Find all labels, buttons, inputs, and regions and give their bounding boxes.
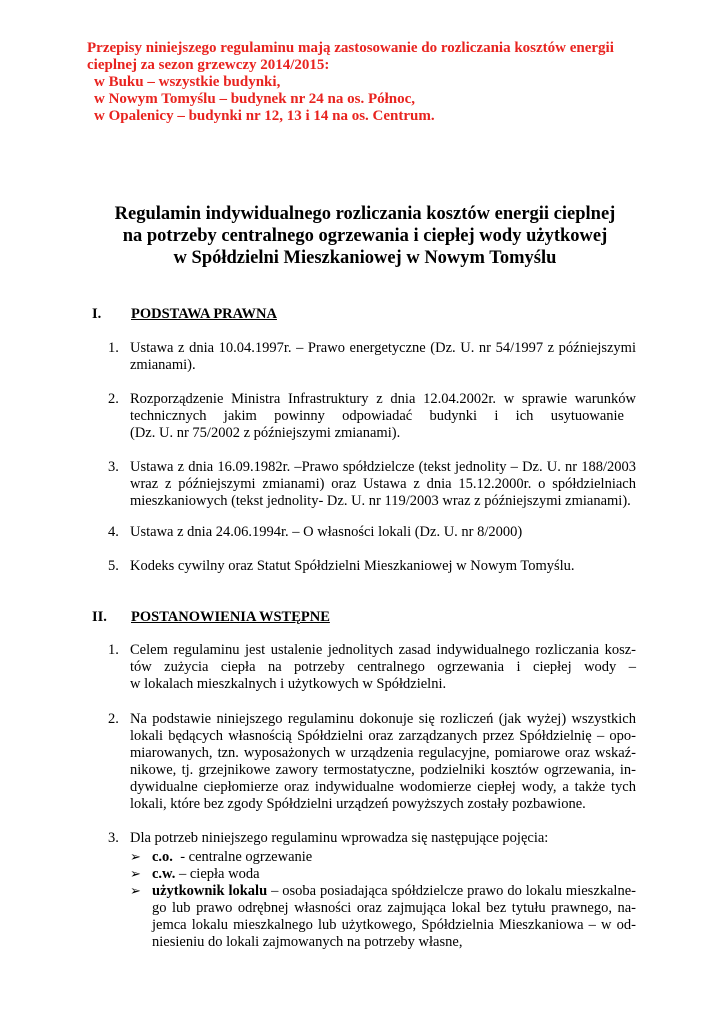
item-line: lokali będących własnością Spółdzielni oraz zarządzanych przez Spółdzielnię – opo- [130,728,636,744]
definition-line: jemca lokalu mieszkalnego lub użytkowego, Spółdzielnia Mieszkaniowa – w od- [152,917,636,933]
item-number: 4. [108,524,119,540]
notice-line: w Opalenicy – budynki nr 12, 13 i 14 na os. Centrum. [94,108,435,124]
item-line: nikowe, tj. grzejnikowe zawory termostatyczne, podzielniki kosztów ogrzewania, in- [130,762,636,778]
item-line: Celem regulaminu jest ustalenie jednolitych zasad indywidualnego rozliczania kosz- [130,642,636,658]
definition-item [130,883,636,951]
arrowhead-bullet-icon: ➢ [130,850,141,865]
definition-item [130,849,636,866]
title-line: Regulamin indywidualnego rozliczania kosztów energii cieplnej [114,204,616,224]
definition-line: niesieniu do lokali zajmowanych na potrzeby własne, [152,934,463,950]
title-line: w Spółdzielni Mieszkaniowej w Nowym Tomyślu [173,248,557,268]
document-title [60,203,670,269]
section-title: POSTANOWIENIA WSTĘPNE [131,609,330,625]
item-number: 1. [108,642,119,658]
item-line: dywidualne ciepłomierze oraz indywidualne wodomierze ciepłej wody, a także tych [130,779,636,795]
item-line: w lokalach mieszkalnych i użytkowych w Spółdzielni. [130,676,447,692]
definition-item [130,866,636,883]
definition-text: – ciepła woda [175,866,260,882]
section-title: PODSTAWA PRAWNA [131,306,277,322]
item-line: lokali, które bez zgody Spółdzielni urządzeń powyższych zostały pozbawione. [130,796,586,812]
item-line: Ustawa z dnia 16.09.1982r. –Prawo spółdzielcze (tekst jednolity – Dz. U. nr 188/2003 [130,459,636,475]
section-number: II. [92,609,107,625]
item-line: Rozporządzenie Ministra Infrastruktury z dnia 12.04.2002r. w sprawie warunków [130,391,636,407]
notice-line: Przepisy niniejszego regulaminu mają zastosowanie do rozliczania kosztów energii [87,40,614,56]
item-number: 2. [108,391,119,407]
item-line: mieszkaniowych (tekst jednolity- Dz. U. nr 119/2003 wraz z późniejszymi zmianami). [130,493,631,509]
item-line: Kodeks cywilny oraz Statut Spółdzielni Mieszkaniowej w Nowym Tomyślu. [130,558,575,574]
item-line: miarowanych, tzn. wyposażonych w urządzenia regulacyjne, pomiarowe oraz wskaź- [130,745,636,761]
item-line: zmianami). [130,357,196,373]
item-line: (Dz. U. nr 75/2002 z późniejszymi zmianami). [130,425,401,441]
definition-term: c.w. [152,866,176,882]
section-number: I. [92,306,102,322]
item-number: 3. [108,459,119,475]
applicability-notice [87,40,667,125]
title-line: na potrzeby centralnego ogrzewania i ciepłej wody użytkowej [122,226,608,246]
definition-text: - centralne ogrzewanie [172,849,313,865]
definition-line: go lub prawo odrębnej własności oraz zajmująca lokal bez tytułu prawnego, na- [152,900,636,916]
definition-term: c.o. [152,849,173,865]
arrowhead-bullet-icon: ➢ [130,884,141,899]
item-number: 2. [108,711,119,727]
definition-term: użytkownik lokalu [152,883,268,899]
item-line: Ustawa z dnia 10.04.1997r. – Prawo energetyczne (Dz. U. nr 54/1997 z późniejszymi [130,340,636,356]
definitions-list [130,849,636,951]
item-line: tów zużycia ciepła na potrzeby centralnego ogrzewania i ciepłej wody – [130,659,636,675]
notice-line: w Buku – wszystkie budynki, [94,74,281,90]
arrowhead-bullet-icon: ➢ [130,867,141,882]
item-number: 5. [108,558,119,574]
item-line: Na podstawie niniejszego regulaminu dokonuje się rozliczeń (jak wyżej) wszystkich [130,711,636,727]
definition-text: – osoba posiadająca spółdzielcze prawo do lokalu mieszkalne- [267,883,636,899]
notice-line: cieplnej za sezon grzewczy 2014/2015: [87,57,330,73]
item-line: Ustawa z dnia 24.06.1994r. – O własności lokali (Dz. U. nr 8/2000) [130,524,523,540]
item-number: 3. [108,830,119,846]
item-line: wraz z późniejszymi zmianami) oraz Ustawa z dnia 15.12.2000r. o spółdzielniach [130,476,636,492]
item-line: Dla potrzeb niniejszego regulaminu wprowadza się następujące pojęcia: [130,830,549,846]
item-line: technicznych jakim powinny odpowiadać budynki i ich usytuowanie [130,408,624,424]
item-number: 1. [108,340,119,356]
notice-line: w Nowym Tomyślu – budynek nr 24 na os. Północ, [94,91,416,107]
